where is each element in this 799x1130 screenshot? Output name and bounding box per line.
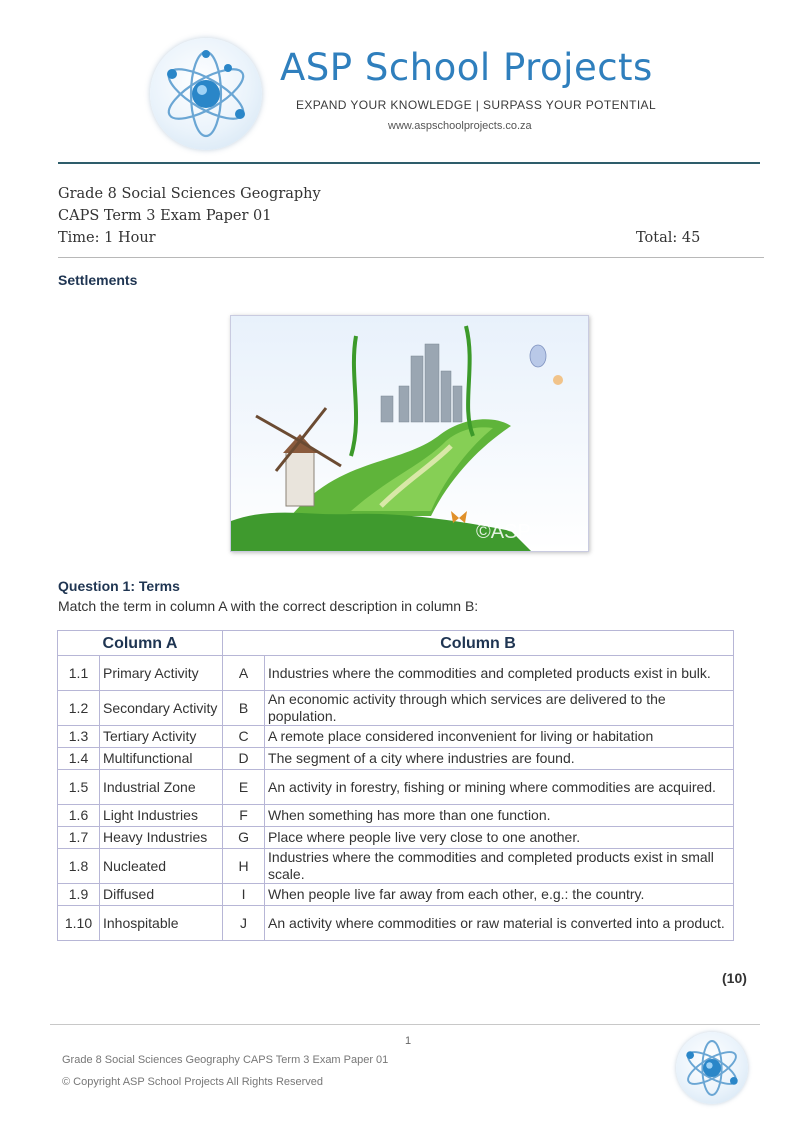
item-number: 1.6 — [58, 805, 100, 827]
description: Industries where the commodities and completed products exist in small scale. — [265, 849, 734, 884]
table-row — [58, 770, 734, 805]
description: An activity in forestry, fishing or mining where commodities are acquired. — [265, 770, 734, 805]
item-number: 1.9 — [58, 884, 100, 906]
description: When people live far away from each other, e.g.: the country. — [265, 884, 734, 906]
brand-title: ASP School Projects — [280, 46, 653, 89]
table-row — [58, 884, 734, 906]
term: Industrial Zone — [100, 770, 223, 805]
description-letter: F — [223, 805, 265, 827]
page-number: 1 — [405, 1035, 412, 1047]
item-number: 1.5 — [58, 770, 100, 805]
footer-divider — [50, 1024, 760, 1025]
atom-icon — [676, 1032, 748, 1104]
picture-watermark: ©ASP — [476, 521, 531, 543]
atom-logo — [150, 38, 262, 150]
term: Primary Activity — [100, 656, 223, 691]
settlement-illustration — [230, 315, 589, 552]
term: Multifunctional — [100, 748, 223, 770]
item-number: 1.4 — [58, 748, 100, 770]
question-title: Question 1: Terms — [58, 578, 180, 594]
term: Light Industries — [100, 805, 223, 827]
description: Place where people live very close to one another. — [265, 827, 734, 849]
description-letter: J — [223, 906, 265, 941]
info-divider — [58, 257, 764, 258]
description-letter: G — [223, 827, 265, 849]
exam-total: Total: 45 — [636, 230, 701, 246]
table-row — [58, 849, 734, 884]
table-row — [58, 726, 734, 748]
brand-url: www.aspschoolprojects.co.za — [388, 120, 532, 132]
term: Inhospitable — [100, 906, 223, 941]
footer-atom-logo — [676, 1032, 748, 1104]
term: Diffused — [100, 884, 223, 906]
table-row — [58, 906, 734, 941]
exam-time: Time: 1 Hour — [58, 230, 156, 246]
description-letter: B — [223, 691, 265, 726]
description: When something has more than one function. — [265, 805, 734, 827]
column-b-header: Column B — [223, 631, 734, 656]
table-row — [58, 827, 734, 849]
table-header-row — [58, 631, 734, 656]
item-number: 1.8 — [58, 849, 100, 884]
item-number: 1.10 — [58, 906, 100, 941]
item-number: 1.1 — [58, 656, 100, 691]
header-divider — [58, 162, 760, 164]
table-row — [58, 748, 734, 770]
description-letter: E — [223, 770, 265, 805]
settlement-illustration-image — [231, 316, 588, 551]
footer-paper-title: Grade 8 Social Sciences Geography CAPS Term 3 Exam Paper 01 — [62, 1054, 389, 1066]
description: An economic activity through which services are delivered to the population. — [265, 691, 734, 726]
description-letter: I — [223, 884, 265, 906]
description: An activity where commodities or raw material is converted into a product. — [265, 906, 734, 941]
question-marks: (10) — [722, 970, 747, 986]
question-instruction: Match the term in column A with the correct description in column B: — [58, 598, 479, 614]
table-row — [58, 656, 734, 691]
description-letter: D — [223, 748, 265, 770]
description-letter: H — [223, 849, 265, 884]
brand-tagline: EXPAND YOUR KNOWLEDGE | SURPASS YOUR POTENTIAL — [296, 98, 657, 112]
table-row — [58, 691, 734, 726]
term: Tertiary Activity — [100, 726, 223, 748]
term: Secondary Activity — [100, 691, 223, 726]
table-row — [58, 805, 734, 827]
atom-icon — [150, 38, 262, 150]
term: Nucleated — [100, 849, 223, 884]
description: The segment of a city where industries are found. — [265, 748, 734, 770]
column-a-header: Column A — [58, 631, 223, 656]
exam-paper: CAPS Term 3 Exam Paper 01 — [58, 208, 272, 224]
description-letter: A — [223, 656, 265, 691]
description: A remote place considered inconvenient for living or habitation — [265, 726, 734, 748]
exam-subject: Grade 8 Social Sciences Geography — [58, 186, 321, 202]
item-number: 1.7 — [58, 827, 100, 849]
description-letter: C — [223, 726, 265, 748]
term: Heavy Industries — [100, 827, 223, 849]
description: Industries where the commodities and completed products exist in bulk. — [265, 656, 734, 691]
item-number: 1.3 — [58, 726, 100, 748]
section-title: Settlements — [58, 272, 138, 288]
terms-table — [57, 630, 734, 941]
footer-copyright: © Copyright ASP School Projects All Rights Reserved — [62, 1076, 324, 1088]
item-number: 1.2 — [58, 691, 100, 726]
